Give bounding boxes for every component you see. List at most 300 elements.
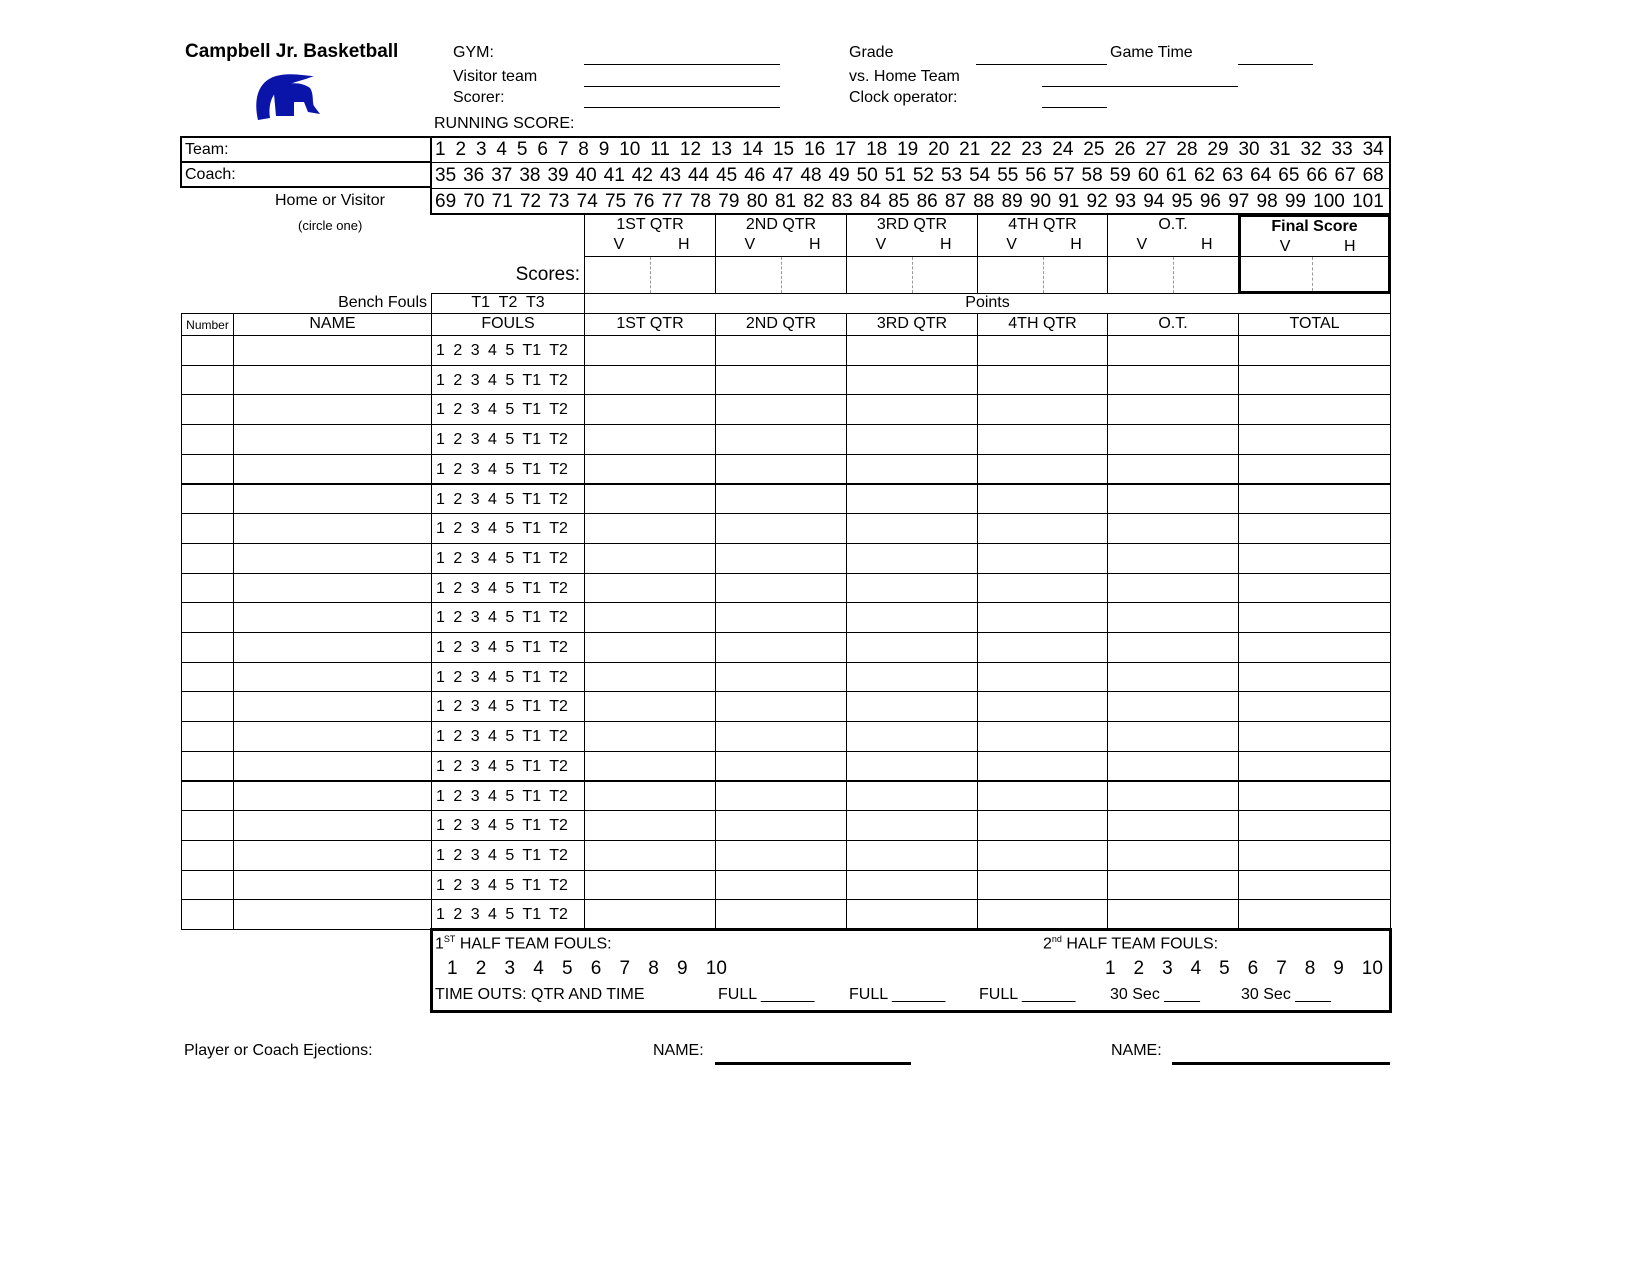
- running-score-mark[interactable]: 16: [804, 138, 826, 160]
- team-foul-mark[interactable]: 8: [1304, 958, 1316, 979]
- player-cell[interactable]: [181, 662, 234, 693]
- player-cell[interactable]: [846, 781, 978, 812]
- player-cell[interactable]: [715, 870, 847, 901]
- running-score-mark[interactable]: 50: [856, 164, 878, 186]
- player-cell[interactable]: [1238, 751, 1391, 782]
- quarter-score-cell[interactable]: [1107, 256, 1239, 294]
- player-cell[interactable]: [584, 543, 716, 574]
- quarter-score-cell[interactable]: [584, 256, 716, 294]
- player-cell[interactable]: [1107, 751, 1239, 782]
- player-cell[interactable]: [1107, 721, 1239, 752]
- player-cell[interactable]: [181, 602, 234, 633]
- running-score-mark[interactable]: 40: [575, 164, 597, 186]
- player-cell[interactable]: [584, 602, 716, 633]
- timeout-field[interactable]: 30 Sec ____: [1241, 986, 1331, 1003]
- running-score-mark[interactable]: 39: [547, 164, 569, 186]
- player-cell[interactable]: [977, 365, 1108, 396]
- player-cell[interactable]: [715, 365, 847, 396]
- player-cell[interactable]: [1107, 781, 1239, 812]
- player-cell[interactable]: [181, 840, 234, 871]
- player-cell[interactable]: [1238, 573, 1391, 604]
- player-cell[interactable]: [1238, 781, 1391, 812]
- player-cell[interactable]: [1238, 335, 1391, 366]
- team-foul-mark[interactable]: 9: [677, 958, 688, 979]
- running-score-mark[interactable]: 54: [969, 164, 991, 186]
- player-cell[interactable]: [181, 394, 234, 425]
- running-score-mark[interactable]: 12: [679, 138, 702, 160]
- player-cell[interactable]: [181, 781, 234, 812]
- running-score-mark[interactable]: 72: [519, 191, 542, 212]
- running-score-mark[interactable]: 90: [1029, 191, 1052, 212]
- player-cell[interactable]: [846, 573, 978, 604]
- player-cell[interactable]: [233, 365, 432, 396]
- running-score-mark[interactable]: 51: [884, 164, 906, 186]
- player-cell[interactable]: [846, 721, 978, 752]
- player-cell[interactable]: [846, 394, 978, 425]
- team-foul-mark[interactable]: 9: [1333, 958, 1344, 979]
- running-score-mark[interactable]: 19: [897, 138, 919, 160]
- player-cell[interactable]: [1107, 573, 1239, 604]
- player-cell[interactable]: [233, 721, 432, 752]
- coach-field[interactable]: [180, 161, 432, 188]
- player-cell[interactable]: [584, 632, 716, 663]
- player-cell[interactable]: [977, 543, 1108, 574]
- player-cell[interactable]: [584, 424, 716, 455]
- player-cell[interactable]: [584, 899, 716, 930]
- player-cell[interactable]: [1238, 870, 1391, 901]
- running-score-mark[interactable]: 47: [772, 164, 794, 186]
- team-foul-mark[interactable]: 4: [533, 958, 544, 979]
- team-foul-mark[interactable]: 6: [590, 958, 602, 979]
- team-foul-mark[interactable]: 7: [619, 958, 631, 979]
- player-cell[interactable]: [977, 632, 1108, 663]
- player-cell[interactable]: [1238, 840, 1391, 871]
- player-cell[interactable]: [1238, 484, 1391, 515]
- player-cell[interactable]: [977, 513, 1108, 544]
- running-score-mark[interactable]: 71: [491, 191, 513, 212]
- running-score-mark[interactable]: 22: [990, 138, 1012, 160]
- player-cell[interactable]: [846, 691, 978, 722]
- team-foul-mark[interactable]: 1: [1105, 958, 1116, 979]
- player-cell[interactable]: [1238, 394, 1391, 425]
- team-foul-mark[interactable]: 10: [705, 958, 727, 979]
- player-cell[interactable]: [181, 543, 234, 574]
- player-cell[interactable]: [233, 870, 432, 901]
- player-cell[interactable]: [233, 840, 432, 871]
- player-cell[interactable]: [846, 543, 978, 574]
- player-cell[interactable]: [715, 424, 847, 455]
- timeout-field[interactable]: 30 Sec ____: [1110, 986, 1200, 1003]
- fouls-cell[interactable]: 1 2 3 4 5 T1 T2: [431, 335, 585, 366]
- ejection-name-field-2[interactable]: [1172, 1062, 1390, 1065]
- player-cell[interactable]: [233, 484, 432, 515]
- player-cell[interactable]: [233, 573, 432, 604]
- fouls-cell[interactable]: 1 2 3 4 5 T1 T2: [431, 810, 585, 841]
- player-cell[interactable]: [181, 513, 234, 544]
- fouls-cell[interactable]: 1 2 3 4 5 T1 T2: [431, 870, 585, 901]
- running-score-mark[interactable]: 82: [803, 191, 825, 212]
- player-cell[interactable]: [233, 602, 432, 633]
- running-score-mark[interactable]: 60: [1137, 164, 1159, 186]
- running-score-mark[interactable]: 10: [619, 138, 641, 160]
- running-score-mark[interactable]: 93: [1114, 191, 1137, 212]
- player-cell[interactable]: [1107, 365, 1239, 396]
- player-cell[interactable]: [846, 454, 978, 485]
- running-score-mark[interactable]: 67: [1334, 164, 1356, 186]
- running-score-mark[interactable]: 57: [1053, 164, 1075, 186]
- player-cell[interactable]: [233, 632, 432, 663]
- home-team-field[interactable]: [1042, 86, 1238, 87]
- fouls-cell[interactable]: 1 2 3 4 5 T1 T2: [431, 840, 585, 871]
- running-score-mark[interactable]: 11: [650, 138, 670, 160]
- player-cell[interactable]: [1107, 691, 1239, 722]
- running-score-mark[interactable]: 77: [661, 191, 683, 212]
- player-cell[interactable]: [584, 721, 716, 752]
- player-cell[interactable]: [1107, 662, 1239, 693]
- running-score-mark[interactable]: 43: [659, 164, 682, 186]
- fouls-cell[interactable]: 1 2 3 4 5 T1 T2: [431, 484, 585, 515]
- player-cell[interactable]: [233, 899, 432, 930]
- player-cell[interactable]: [846, 870, 978, 901]
- player-cell[interactable]: [977, 840, 1108, 871]
- scorer-field[interactable]: [584, 107, 780, 108]
- running-score-mark[interactable]: 42: [631, 164, 653, 186]
- running-score-mark[interactable]: 99: [1284, 191, 1306, 212]
- running-score-mark[interactable]: 23: [1021, 138, 1043, 160]
- player-cell[interactable]: [846, 602, 978, 633]
- running-score-mark[interactable]: 9: [598, 138, 610, 160]
- player-cell[interactable]: [181, 751, 234, 782]
- running-score-mark[interactable]: 48: [800, 164, 822, 186]
- player-cell[interactable]: [233, 810, 432, 841]
- running-score-mark[interactable]: 3: [475, 138, 487, 160]
- fouls-cell[interactable]: 1 2 3 4 5 T1 T2: [431, 721, 585, 752]
- running-score-mark[interactable]: 80: [746, 191, 768, 212]
- player-cell[interactable]: [233, 513, 432, 544]
- running-score-mark[interactable]: 88: [973, 191, 995, 212]
- player-cell[interactable]: [233, 662, 432, 693]
- player-cell[interactable]: [715, 335, 847, 366]
- player-cell[interactable]: [715, 899, 847, 930]
- running-score-mark[interactable]: 65: [1278, 164, 1300, 186]
- running-score-mark[interactable]: 92: [1086, 191, 1108, 212]
- player-cell[interactable]: [1107, 513, 1239, 544]
- fouls-cell[interactable]: 1 2 3 4 5 T1 T2: [431, 781, 585, 812]
- player-cell[interactable]: [181, 484, 234, 515]
- player-cell[interactable]: [715, 810, 847, 841]
- player-cell[interactable]: [977, 691, 1108, 722]
- running-score-mark[interactable]: 94: [1143, 191, 1165, 212]
- player-cell[interactable]: [977, 454, 1108, 485]
- quarter-score-cell[interactable]: [1238, 256, 1391, 294]
- running-score-mark[interactable]: 86: [916, 191, 938, 212]
- running-score-mark[interactable]: 75: [604, 191, 627, 212]
- running-score-mark[interactable]: 21: [959, 138, 981, 160]
- running-score-mark[interactable]: 15: [772, 138, 795, 160]
- player-cell[interactable]: [181, 810, 234, 841]
- running-score-mark[interactable]: 100: [1313, 191, 1345, 212]
- team-foul-mark[interactable]: 6: [1247, 958, 1259, 979]
- fouls-cell[interactable]: 1 2 3 4 5 T1 T2: [431, 632, 585, 663]
- player-cell[interactable]: [233, 691, 432, 722]
- running-score-mark[interactable]: 74: [576, 191, 598, 212]
- running-score-mark[interactable]: 25: [1083, 138, 1105, 160]
- player-cell[interactable]: [715, 632, 847, 663]
- player-cell[interactable]: [977, 335, 1108, 366]
- running-score-mark[interactable]: 55: [997, 164, 1019, 186]
- player-cell[interactable]: [977, 751, 1108, 782]
- player-cell[interactable]: [715, 662, 847, 693]
- player-cell[interactable]: [1107, 394, 1239, 425]
- running-score-mark[interactable]: 85: [888, 191, 910, 212]
- player-cell[interactable]: [584, 365, 716, 396]
- running-score-mark[interactable]: 73: [548, 191, 570, 212]
- team-foul-mark[interactable]: 7: [1276, 958, 1287, 979]
- player-cell[interactable]: [1238, 632, 1391, 663]
- player-cell[interactable]: [977, 781, 1108, 812]
- fouls-cell[interactable]: 1 2 3 4 5 T1 T2: [431, 573, 585, 604]
- team-field[interactable]: [180, 136, 432, 163]
- player-cell[interactable]: [1107, 424, 1239, 455]
- player-cell[interactable]: [584, 454, 716, 485]
- running-score-mark[interactable]: 30: [1238, 138, 1260, 160]
- fouls-cell[interactable]: 1 2 3 4 5 T1 T2: [431, 543, 585, 574]
- running-score-mark[interactable]: 33: [1331, 138, 1353, 160]
- player-cell[interactable]: [846, 365, 978, 396]
- player-cell[interactable]: [715, 781, 847, 812]
- player-cell[interactable]: [584, 810, 716, 841]
- ejection-name-field-1[interactable]: [715, 1062, 911, 1065]
- gym-field[interactable]: [584, 64, 780, 65]
- player-cell[interactable]: [181, 365, 234, 396]
- team-foul-mark[interactable]: 1: [447, 958, 458, 979]
- running-score-mark[interactable]: 52: [912, 164, 934, 186]
- timeout-field[interactable]: FULL ______: [849, 986, 946, 1003]
- running-score-mark[interactable]: 18: [866, 138, 888, 160]
- team-foul-mark[interactable]: 3: [504, 958, 516, 979]
- running-score-mark[interactable]: 26: [1114, 138, 1136, 160]
- player-cell[interactable]: [846, 662, 978, 693]
- running-score-mark[interactable]: 70: [463, 191, 485, 212]
- running-score-mark[interactable]: 91: [1058, 191, 1080, 212]
- player-cell[interactable]: [584, 691, 716, 722]
- running-score-mark[interactable]: 81: [774, 191, 797, 212]
- player-cell[interactable]: [233, 543, 432, 574]
- running-score-mark[interactable]: 17: [835, 138, 857, 160]
- running-score-mark[interactable]: 41: [603, 164, 625, 186]
- running-score-mark[interactable]: 31: [1269, 138, 1291, 160]
- timeout-field[interactable]: FULL ______: [718, 986, 815, 1003]
- player-cell[interactable]: [715, 691, 847, 722]
- player-cell[interactable]: [715, 721, 847, 752]
- running-score-mark[interactable]: 98: [1256, 191, 1278, 212]
- player-cell[interactable]: [715, 513, 847, 544]
- player-cell[interactable]: [846, 810, 978, 841]
- player-cell[interactable]: [233, 335, 432, 366]
- player-cell[interactable]: [584, 335, 716, 366]
- fouls-cell[interactable]: 1 2 3 4 5 T1 T2: [431, 454, 585, 485]
- fouls-cell[interactable]: 1 2 3 4 5 T1 T2: [431, 662, 585, 693]
- player-cell[interactable]: [584, 513, 716, 544]
- running-score-mark[interactable]: 46: [744, 164, 766, 186]
- running-score-mark[interactable]: 37: [491, 164, 513, 186]
- player-cell[interactable]: [1107, 543, 1239, 574]
- player-cell[interactable]: [584, 751, 716, 782]
- player-cell[interactable]: [977, 870, 1108, 901]
- running-score-mark[interactable]: 61: [1165, 164, 1187, 186]
- running-score-mark[interactable]: 13: [710, 138, 733, 160]
- fouls-cell[interactable]: 1 2 3 4 5 T1 T2: [431, 602, 585, 633]
- player-cell[interactable]: [1238, 662, 1391, 693]
- running-score-mark[interactable]: 32: [1300, 138, 1322, 160]
- player-cell[interactable]: [977, 484, 1108, 515]
- player-cell[interactable]: [233, 781, 432, 812]
- player-cell[interactable]: [977, 899, 1108, 930]
- fouls-cell[interactable]: 1 2 3 4 5 T1 T2: [431, 513, 585, 544]
- running-score-mark[interactable]: 76: [633, 191, 655, 212]
- running-score-mark[interactable]: 64: [1250, 164, 1272, 186]
- player-cell[interactable]: [977, 394, 1108, 425]
- player-cell[interactable]: [846, 751, 978, 782]
- player-cell[interactable]: [1107, 484, 1239, 515]
- player-cell[interactable]: [181, 335, 234, 366]
- running-score-mark[interactable]: 29: [1207, 138, 1229, 160]
- running-score-mark[interactable]: 7: [557, 138, 569, 160]
- player-cell[interactable]: [1238, 543, 1391, 574]
- player-cell[interactable]: [1107, 840, 1239, 871]
- running-score-mark[interactable]: 68: [1362, 164, 1384, 186]
- player-cell[interactable]: [584, 394, 716, 425]
- running-score-mark[interactable]: 2: [455, 138, 467, 160]
- player-cell[interactable]: [846, 335, 978, 366]
- player-cell[interactable]: [1238, 424, 1391, 455]
- player-cell[interactable]: [584, 573, 716, 604]
- player-cell[interactable]: [715, 751, 847, 782]
- running-score-mark[interactable]: 45: [716, 164, 738, 186]
- running-score-mark[interactable]: 58: [1081, 164, 1103, 186]
- player-cell[interactable]: [977, 602, 1108, 633]
- player-cell[interactable]: [584, 781, 716, 812]
- running-score-mark[interactable]: 78: [689, 191, 712, 212]
- player-cell[interactable]: [584, 662, 716, 693]
- running-score-mark[interactable]: 79: [718, 191, 740, 212]
- fouls-cell[interactable]: 1 2 3 4 5 T1 T2: [431, 424, 585, 455]
- player-cell[interactable]: [1107, 870, 1239, 901]
- running-score-mark[interactable]: 27: [1145, 138, 1167, 160]
- player-cell[interactable]: [1107, 602, 1239, 633]
- running-score-mark[interactable]: 28: [1176, 138, 1198, 160]
- player-cell[interactable]: [715, 484, 847, 515]
- player-cell[interactable]: [715, 394, 847, 425]
- team-foul-mark[interactable]: 10: [1361, 958, 1383, 979]
- player-cell[interactable]: [181, 424, 234, 455]
- team-foul-mark[interactable]: 5: [1219, 958, 1230, 979]
- running-score-mark[interactable]: 4: [496, 138, 507, 160]
- running-score-mark[interactable]: 1: [435, 138, 446, 160]
- running-score-mark[interactable]: 6: [537, 138, 548, 160]
- player-cell[interactable]: [846, 899, 978, 930]
- team-foul-mark[interactable]: 4: [1190, 958, 1202, 979]
- player-cell[interactable]: [1107, 454, 1239, 485]
- running-score-mark[interactable]: 36: [463, 164, 485, 186]
- running-score-mark[interactable]: 44: [687, 164, 710, 186]
- running-score-mark[interactable]: 87: [944, 191, 967, 212]
- player-cell[interactable]: [846, 513, 978, 544]
- player-cell[interactable]: [1107, 632, 1239, 663]
- game-time-field[interactable]: [1238, 64, 1313, 65]
- running-score-mark[interactable]: 49: [828, 164, 850, 186]
- running-score-mark[interactable]: 97: [1228, 191, 1250, 212]
- player-cell[interactable]: [1238, 513, 1391, 544]
- player-cell[interactable]: [1238, 365, 1391, 396]
- player-cell[interactable]: [977, 662, 1108, 693]
- running-score-mark[interactable]: 95: [1171, 191, 1193, 212]
- player-cell[interactable]: [233, 394, 432, 425]
- player-cell[interactable]: [181, 454, 234, 485]
- running-score-mark[interactable]: 62: [1193, 164, 1216, 186]
- player-cell[interactable]: [1107, 899, 1239, 930]
- running-score-mark[interactable]: 69: [435, 191, 457, 212]
- clock-operator-field[interactable]: [1042, 107, 1107, 108]
- running-score-mark[interactable]: 56: [1025, 164, 1047, 186]
- grade-field[interactable]: [976, 64, 1107, 65]
- player-cell[interactable]: [181, 899, 234, 930]
- player-cell[interactable]: [1238, 691, 1391, 722]
- player-cell[interactable]: [1238, 721, 1391, 752]
- running-score-mark[interactable]: 89: [1001, 191, 1023, 212]
- running-score-mark[interactable]: 63: [1222, 164, 1244, 186]
- fouls-cell[interactable]: 1 2 3 4 5 T1 T2: [431, 899, 585, 930]
- player-cell[interactable]: [977, 573, 1108, 604]
- player-cell[interactable]: [977, 721, 1108, 752]
- quarter-score-cell[interactable]: [715, 256, 847, 294]
- player-cell[interactable]: [1238, 454, 1391, 485]
- visitor-team-field[interactable]: [584, 86, 780, 87]
- fouls-cell[interactable]: 1 2 3 4 5 T1 T2: [431, 394, 585, 425]
- player-cell[interactable]: [846, 484, 978, 515]
- running-score-mark[interactable]: 59: [1109, 164, 1131, 186]
- player-cell[interactable]: [977, 424, 1108, 455]
- player-cell[interactable]: [233, 454, 432, 485]
- quarter-score-cell[interactable]: [977, 256, 1108, 294]
- running-score-mark[interactable]: 34: [1362, 138, 1384, 160]
- player-cell[interactable]: [584, 870, 716, 901]
- player-cell[interactable]: [181, 870, 234, 901]
- player-cell[interactable]: [846, 840, 978, 871]
- running-score-mark[interactable]: 66: [1306, 164, 1328, 186]
- running-score-mark[interactable]: 83: [831, 191, 853, 212]
- player-cell[interactable]: [181, 573, 234, 604]
- team-foul-mark[interactable]: 3: [1162, 958, 1173, 979]
- running-score-mark[interactable]: 38: [519, 164, 541, 186]
- team-foul-mark[interactable]: 8: [648, 958, 659, 979]
- player-cell[interactable]: [1238, 810, 1391, 841]
- timeout-field[interactable]: FULL ______: [979, 986, 1076, 1003]
- fouls-cell[interactable]: 1 2 3 4 5 T1 T2: [431, 365, 585, 396]
- player-cell[interactable]: [233, 751, 432, 782]
- player-cell[interactable]: [584, 840, 716, 871]
- running-score-mark[interactable]: 101: [1352, 191, 1384, 212]
- player-cell[interactable]: [181, 691, 234, 722]
- player-cell[interactable]: [846, 424, 978, 455]
- running-score-mark[interactable]: 20: [928, 138, 950, 160]
- player-cell[interactable]: [181, 632, 234, 663]
- team-foul-mark[interactable]: 2: [475, 958, 487, 979]
- player-cell[interactable]: [1238, 899, 1391, 930]
- bench-fouls-marks[interactable]: T1 T2 T3: [431, 293, 585, 314]
- running-score-mark[interactable]: 53: [940, 164, 963, 186]
- player-cell[interactable]: [715, 454, 847, 485]
